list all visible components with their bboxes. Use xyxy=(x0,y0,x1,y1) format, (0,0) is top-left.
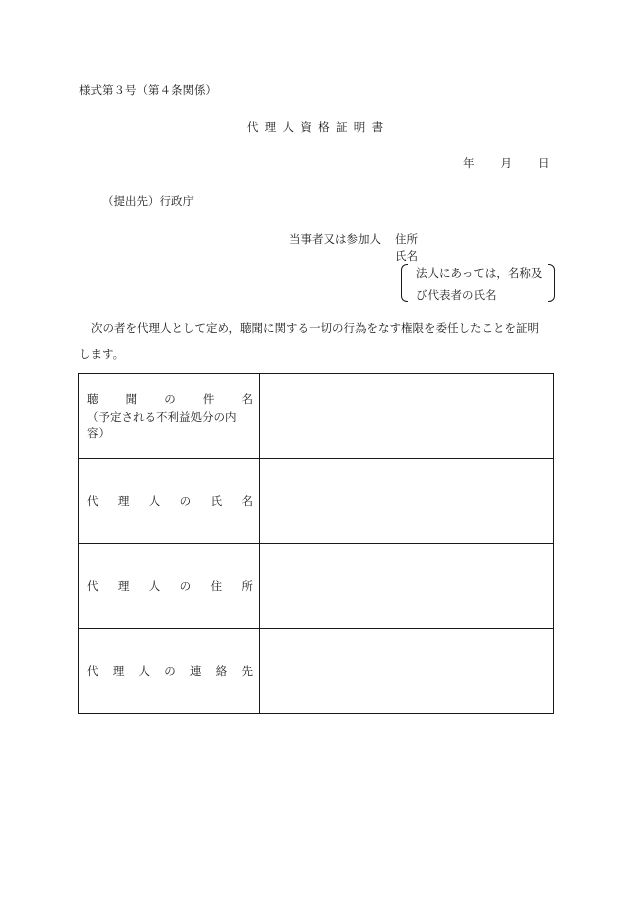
row-label-char: 住 xyxy=(210,579,223,593)
table-row xyxy=(79,629,554,714)
note-line-2: び代表者の氏名 xyxy=(416,288,497,302)
address-label: 住所 xyxy=(395,232,418,246)
row-label-char: 名 xyxy=(241,494,253,508)
table-row xyxy=(79,544,554,629)
form-number: 様式第３号（第４条関係） xyxy=(79,83,217,97)
row-label-char: 人 xyxy=(148,579,161,593)
table-row xyxy=(79,374,554,459)
row-label-cell xyxy=(79,629,260,714)
row-label-char: 人 xyxy=(138,664,150,678)
body-text-line-1: 次の者を代理人として定め，聴聞に関する一切の行為をなす権限を委任したことを証明 xyxy=(91,321,540,335)
date-line xyxy=(463,155,550,171)
row-label xyxy=(87,493,253,509)
name-label: 氏名 xyxy=(395,249,418,263)
row-label-char: 名 xyxy=(241,392,253,406)
row-label xyxy=(87,663,253,679)
row-label-char: 聞 xyxy=(125,392,138,406)
row-label-char: の xyxy=(164,664,176,678)
row-label-char: 代 xyxy=(87,494,99,508)
table-row xyxy=(79,459,554,544)
date-day-label: 日 xyxy=(538,156,550,170)
row-sub-label: （予定される不利益処分の内容） xyxy=(87,410,237,440)
row-label-char: 代 xyxy=(87,664,99,678)
row-label-char: 理 xyxy=(112,664,125,678)
row-label-cell xyxy=(79,459,260,544)
document-title: 代理人資格証明書 xyxy=(246,120,390,134)
row-label-char: 絡 xyxy=(215,664,228,678)
row-label-char: 所 xyxy=(241,579,253,593)
row-label xyxy=(87,578,253,594)
bracket-right xyxy=(548,264,555,302)
bracket-left xyxy=(401,264,408,302)
row-label-char: 理 xyxy=(117,494,130,508)
body-text-line-2: します。 xyxy=(79,347,125,361)
date-year-label: 年 xyxy=(463,156,475,170)
row-label-char: 先 xyxy=(241,664,253,678)
row-value-field[interactable] xyxy=(260,629,554,714)
row-label-char: の xyxy=(179,494,192,508)
row-value-field[interactable] xyxy=(260,459,554,544)
row-label-char: 代 xyxy=(87,579,99,593)
row-label-cell xyxy=(79,544,260,629)
recipient: （提出先）行政庁 xyxy=(102,194,194,208)
row-value-field[interactable] xyxy=(260,544,554,629)
row-label-char: 氏 xyxy=(210,494,223,508)
row-label-char: 件 xyxy=(202,392,215,406)
date-month-label: 月 xyxy=(500,156,512,170)
row-value-field[interactable] xyxy=(260,374,554,459)
row-label-char: 連 xyxy=(190,664,202,678)
note-line-1: 法人にあっては，名称及 xyxy=(416,266,543,280)
row-label-char: 人 xyxy=(148,494,161,508)
row-label-char: 聴 xyxy=(87,392,99,406)
row-label-char: の xyxy=(179,579,192,593)
party-label: 当事者又は参加人 xyxy=(289,232,381,246)
certificate-table xyxy=(78,373,554,714)
row-label-char: 理 xyxy=(117,579,130,593)
row-label xyxy=(87,391,253,407)
row-label-cell xyxy=(79,374,260,459)
row-label-char: の xyxy=(164,392,176,406)
